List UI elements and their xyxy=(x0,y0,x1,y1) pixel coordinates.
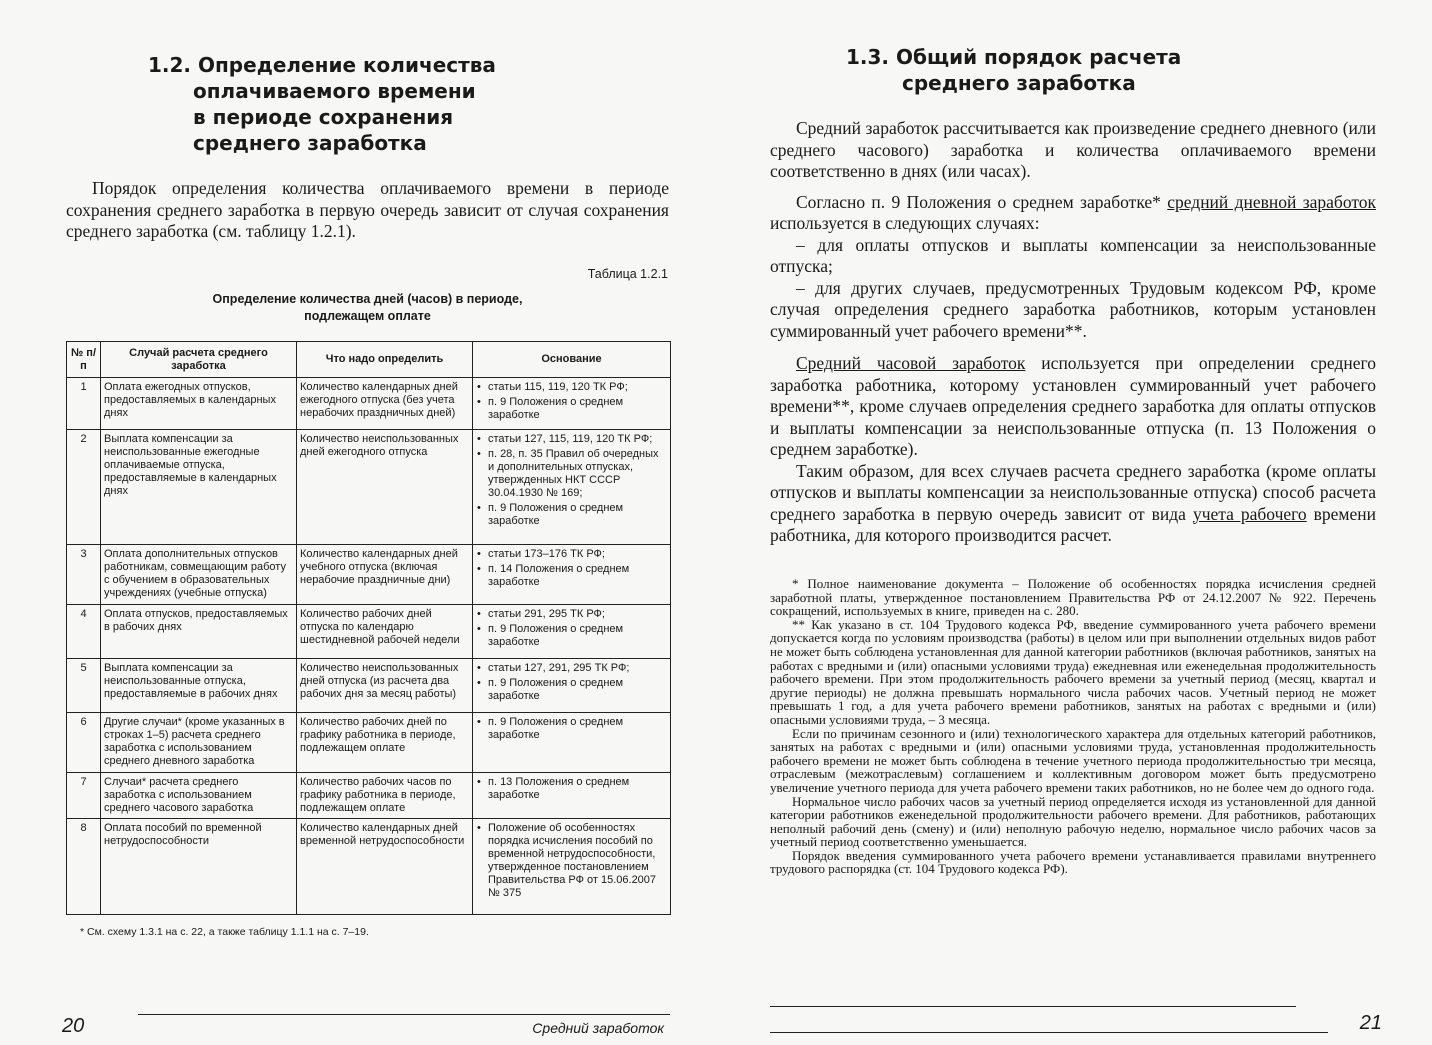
row-what: Количество рабочих дней отпуска по календарю шестидневной рабочей недели xyxy=(297,605,473,659)
row-case: Другие случаи* (кроме указанных в строках 1–5) расчета среднего заработка с использованием среднего дневного заработка xyxy=(101,713,297,773)
basis-item: • статьи 291, 295 ТК РФ; xyxy=(476,608,667,621)
footnote: * Полное наименование документа – Положение об особенностях порядка исчисления средней заработной платы, утвержденное постановлением Правительства РФ от 24.12.2007 № 922. Перечень сокращений, используемых в книге, приведен на с. 280. xyxy=(770,576,1376,619)
row-case: Оплата отпусков, предоставляемых в рабочих днях xyxy=(101,605,297,659)
page-number: 21 xyxy=(1359,1012,1382,1034)
table-row xyxy=(67,430,671,545)
row-number: 8 xyxy=(67,819,101,915)
basis-item: • Положение об особенностях порядка исчисления пособий по временной нетрудоспособности, утвержденное постановлением Правительства РФ от 15.06.2007 № 375 xyxy=(476,822,667,900)
text-span: используется при определении среднего заработка работника, которому установлен суммированный учет рабочего времени**, кроме случаев определения среднего заработка для оплаты отпусков и выплаты компенсации за неиспользованные отпуска (п. 13 Положения о среднем заработке). xyxy=(770,353,1376,459)
table-footnote: * См. схему 1.3.1 на с. 22, а также таблицу 1.1.1 на с. 7–19. xyxy=(80,926,369,938)
row-number: 5 xyxy=(67,659,101,713)
footer-rule-top xyxy=(770,1006,1296,1007)
paragraph xyxy=(770,461,1376,547)
basis-item: • п. 13 Положения о среднем заработке xyxy=(476,776,667,802)
row-basis xyxy=(473,545,671,605)
row-number: 2 xyxy=(67,430,101,545)
row-basis xyxy=(473,819,671,915)
running-title: Средний заработок xyxy=(532,1020,664,1036)
text-span: времени работника, для которого производится расчет. xyxy=(770,503,1376,545)
row-number: 4 xyxy=(67,605,101,659)
row-what: Количество неиспользованных дней отпуска (из расчета два рабочих дня за месяц работы) xyxy=(297,659,473,713)
dash-item: – для оплаты отпусков и выплаты компенсации за неиспользованные отпуска; xyxy=(770,234,1376,276)
underlined-term: Средний часовой заработок xyxy=(796,353,1026,373)
row-what: Количество рабочих дней по графику работника в периоде, подлежащем оплате xyxy=(297,713,473,773)
row-case: Оплата ежегодных отпусков, предоставляемых в календарных днях xyxy=(101,378,297,430)
basis-item: • п. 9 Положения о среднем заработке xyxy=(476,677,667,703)
table-row xyxy=(67,378,671,430)
table-row xyxy=(67,605,671,659)
table-title xyxy=(66,291,669,325)
row-case: Оплата пособий по временной нетрудоспособности xyxy=(101,819,297,915)
row-basis xyxy=(473,430,671,545)
row-basis xyxy=(473,713,671,773)
table-1-2-1 xyxy=(66,341,671,915)
underlined-term: учета рабочего xyxy=(1192,503,1307,524)
heading-line: оплачиваемого времени xyxy=(193,79,476,103)
text-span: Таким образом, для всех случаев расчета среднего заработка (кроме оплаты отпусков и выплаты компенсации за неиспользованные отпуска) способ расчета среднего заработка в первую очередь зависит от вида xyxy=(770,460,1376,524)
row-case: Выплата компенсации за неиспользованные ежегодные оплачиваемые отпуска, предоставляемые в календарных днях xyxy=(101,430,297,545)
basis-item: • п. 9 Положения о среднем заработке xyxy=(476,396,667,422)
row-what: Количество рабочих часов по графику работника в периоде, подлежащем оплате xyxy=(297,773,473,819)
row-case: Случаи* расчета среднего заработка с использованием среднего часового заработка xyxy=(101,773,297,819)
footnote: Нормальное число рабочих часов за учетный период определяется исходя из установленной для данной категории работников еженедельной продолжительности рабочего времени. Для работников, работающих неполный рабочий день (смену) и (или) неполную рабочую неделю, нормальное число рабочих часов за учетный период соответственно уменьшается. xyxy=(770,793,1376,850)
heading-line: среднего заработка xyxy=(193,131,427,155)
row-number: 1 xyxy=(67,378,101,430)
footnote: Порядок введения суммированного учета рабочего времени устанавливается правилами внутреннего трудового распорядка (ст. 104 Трудового кодекса РФ). xyxy=(770,847,1376,877)
table-title-line: Определение количества дней (часов) в периоде, xyxy=(212,292,523,306)
section-heading-1-2 xyxy=(148,52,508,156)
basis-item: • статьи 127, 291, 295 ТК РФ; xyxy=(476,662,667,675)
col-header-num: № п/п xyxy=(67,342,101,378)
paragraph xyxy=(770,192,1376,235)
basis-item: • п. 9 Положения о среднем заработке xyxy=(476,623,667,649)
basis-item: • п. 9 Положения о среднем заработке xyxy=(476,716,667,742)
row-number: 3 xyxy=(67,545,101,605)
basis-item: • статьи 127, 115, 119, 120 ТК РФ; xyxy=(476,433,667,446)
heading-line: 1.3. Общий порядок расчета xyxy=(846,45,1182,69)
row-what: Количество календарных дней ежегодного отпуска (без учета нерабочих праздничных дней) xyxy=(297,378,473,430)
basis-item: • статьи 173–176 ТК РФ; xyxy=(476,548,667,561)
footnote: ** Как указано в ст. 104 Трудового кодекса РФ, введение суммированного учета рабочего времени допускается когда по условиям производства (работы) в целом или при выполнении отдельных видов работ не может быть соблюдена установленная для данной категории работников (включая работников, занятых на работах с вредными и (или) опасными условиями труда) ежедневная или еженедельная продолжительность рабочего времени. При этом продолжительность рабочего времени за учетный период (месяц, квартал и другие периоды) не должна превышать нормального числа рабочих часов. Учетный период не может превышать 1 год, а для учета рабочего времени работников, занятых на работах с вредными и (или) опасными условиями труда, – 3 месяца. xyxy=(770,616,1376,727)
row-basis xyxy=(473,773,671,819)
basis-item: • п. 14 Положения о среднем заработке xyxy=(476,563,667,589)
table-row xyxy=(67,659,671,713)
page-number: 20 xyxy=(62,1015,85,1037)
basis-item: • п. 9 Положения о среднем заработке xyxy=(476,502,667,528)
col-header-basis: Основание xyxy=(473,342,671,378)
row-basis xyxy=(473,659,671,713)
row-number: 6 xyxy=(67,713,101,773)
col-header-what: Что надо определить xyxy=(297,342,473,378)
table-label: Таблица 1.2.1 xyxy=(587,267,668,281)
heading-line: в периоде сохранения xyxy=(193,105,454,129)
row-number: 7 xyxy=(67,773,101,819)
table-row xyxy=(67,545,671,605)
text-span: Согласно п. 9 Положения о среднем заработке* xyxy=(796,191,1168,212)
heading-line: среднего заработка xyxy=(902,71,1136,95)
text-span: используется в следующих случаях: xyxy=(770,213,1040,233)
heading-line: 1.2. Определение количества xyxy=(148,53,496,77)
footer-rule xyxy=(138,1014,670,1015)
row-basis xyxy=(473,378,671,430)
row-what: Количество неиспользованных дней ежегодного отпуска xyxy=(297,430,473,545)
row-case: Выплата компенсации за неиспользованные отпуска, предоставляемые в рабочих днях xyxy=(101,659,297,713)
basis-item: • статьи 115, 119, 120 ТК РФ; xyxy=(476,381,667,394)
footnotes xyxy=(770,577,1376,876)
body-text xyxy=(770,118,1376,547)
paragraph xyxy=(770,353,1376,461)
intro-paragraph: Порядок определения количества оплачиваемого времени в периоде сохранения среднего заработка в первую очередь зависит от случая сохранения среднего заработка (см. таблицу 1.2.1). xyxy=(66,178,669,241)
row-basis xyxy=(473,605,671,659)
table-row xyxy=(67,819,671,915)
table-row xyxy=(67,773,671,819)
table-row xyxy=(67,713,671,773)
right-page xyxy=(716,0,1432,1045)
dash-item: – для других случаев, предусмотренных Трудовым кодексом РФ, кроме случая определения среднего заработка работников, которым установлен суммированный учет рабочего времени**. xyxy=(770,277,1376,341)
row-what: Количество календарных дней учебного отпуска (включая нерабочие праздничные дни) xyxy=(297,545,473,605)
section-heading-1-3 xyxy=(846,44,1206,96)
row-case: Оплата дополнительных отпусков работникам, совмещающим работу с обучением в образовательных учреждениях (учебные отпуска) xyxy=(101,545,297,605)
basis-item: • п. 28, п. 35 Правил об очередных и дополнительных отпусках, утвержденных НКТ СССР 30.04.1930 № 169; xyxy=(476,448,667,500)
row-what: Количество календарных дней временной нетрудоспособности xyxy=(297,819,473,915)
footer-rule-bottom xyxy=(770,1032,1328,1033)
table-title-line: подлежащем оплате xyxy=(304,309,431,323)
paragraph: Средний заработок рассчитывается как произведение среднего дневного (или среднего часового) заработка и количества оплачиваемого времени соответственно в днях (или часах). xyxy=(770,118,1376,181)
footnote: Если по причинам сезонного и (или) технологического характера для отдельных категорий работников, занятых на работах с вредными и (или) опасными условиями труда, установленная продолжительность рабочего времени не может быть соблюдена в течение учетного периода продолжительностью три месяца, отраслевым (межотраслевым) соглашением и коллективным договором может быть предусмотрено увеличение учетного периода для учета рабочего времени таких работников, но не более чем до одного года. xyxy=(770,725,1376,795)
underlined-term: средний дневной заработок xyxy=(1167,191,1377,212)
col-header-case: Случай расчета среднего заработка xyxy=(101,342,297,378)
